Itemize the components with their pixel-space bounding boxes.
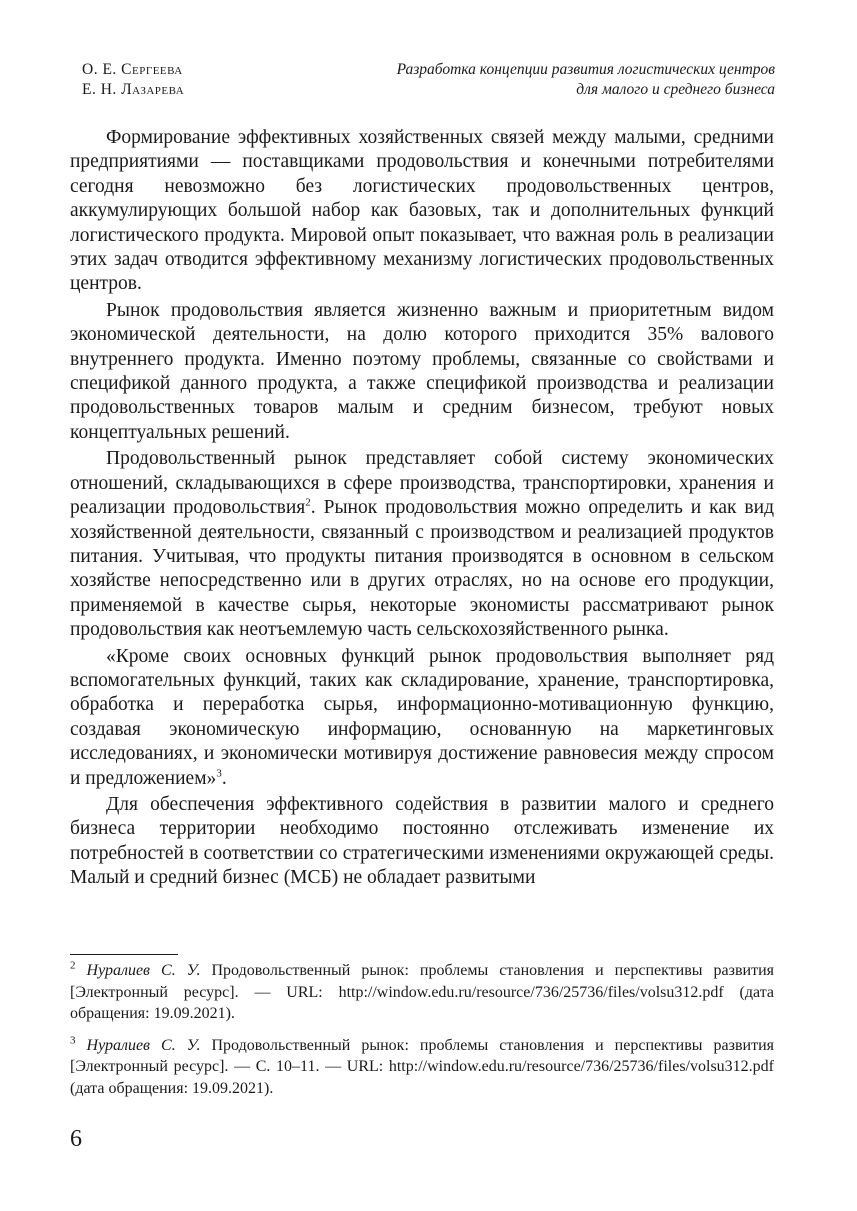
author-name: О. Е. Сергеева xyxy=(82,61,183,78)
footnote-text: Продовольственный рынок: проблемы становления и перспективы развития [Электронный ресурс]. — С. 10–11. — URL: http://window.edu.ru/resource/736/25736/files/volsu312.pdf (дата обращения: 19.09.2021). xyxy=(70,1036,775,1097)
title-line: Разработка концепции развития логистических центров xyxy=(396,61,775,78)
paragraph-text: «Кроме своих основных функций рынок продовольствия выполняет ряд вспомогательных функций, таких как складирование, хранение, транспортировка, обработка и переработка сырья, информационно-мотивационную функцию, создавая экономическую информацию, основанную на маркетинговых исследованиях, и экономически мотивируя достижение равновесия между спросом и предложением» xyxy=(70,645,774,789)
footnotes xyxy=(70,960,774,1109)
footnote-text: Продовольственный рынок: проблемы становления и перспективы развития [Электронный ресурс]. — URL: http://window.edu.ru/resource/736/25736/files/volsu312.pdf (дата обращения: 19.09.2021). xyxy=(70,962,775,1022)
footnote-author: Нуралиев С. У. xyxy=(86,1036,201,1054)
footnote-author: Нуралиев С. У. xyxy=(86,962,201,979)
paragraph: Для обеспечения эффективного содействия в развитии малого и среднего бизнеса территории необходимо постоянно отслеживать изменение их потребностей в соответствии со стратегическими изменениями окружающей среды. Малый и средний бизнес (МСБ) не обладает развитыми xyxy=(70,793,774,889)
author-name: Е. Н. Лазарева xyxy=(82,81,185,98)
running-header-title xyxy=(295,60,775,100)
main-text xyxy=(70,126,774,893)
paragraph xyxy=(70,447,774,642)
paragraph-text: . xyxy=(221,767,227,789)
running-header-authors xyxy=(82,60,184,100)
footnote xyxy=(70,960,774,1025)
paragraph xyxy=(70,645,774,791)
footnote xyxy=(70,1035,774,1100)
footnote-number: 3 xyxy=(70,1034,76,1047)
footnote-ref[interactable]: 3 xyxy=(216,767,222,780)
paragraph: Формирование эффективных хозяйственных связей между малыми, средними предприятиями — поставщиками продовольствия и конечными потребителями сегодня невозможно без логистических продовольственных центров, аккумулирующих большой набор как базовых, так и дополнительных функций логистического продукта. Мировой опыт показывает, что важная роль в реализации этих задач отводится эффективному механизму логистических продовольственных центров. xyxy=(70,127,774,295)
footnote-number: 2 xyxy=(70,959,76,972)
page-number: 6 xyxy=(70,1126,82,1152)
paragraph: Рынок продовольствия является жизненно важным и приоритетным видом экономической деятельности, на долю которого приходится 35% валового внутреннего продукта. Именно поэтому проблемы, связанные со свойствами и спецификой данного продукта, а также спецификой производства и реализации продовольственных товаров малым и средним бизнесом, требуют новых концептуальных решений. xyxy=(70,299,774,443)
paragraph-text: Продовольственный рынок представляет собой систему экономических отношений, складывающихся в сфере производства, транспортировки, хранения и реализации продовольствия xyxy=(70,448,774,519)
footnote-divider xyxy=(70,954,178,955)
title-line: для малого и среднего бизнеса xyxy=(576,81,775,98)
paragraph-text: . Рынок продовольствия можно определить и как вид хозяйственной деятельности, связанный с производством и реализацией продуктов питания. Учитывая, что продукты питания производятся в основном в сельском хозяйстве непосредственно или в других отраслях, но на основе его продукции, применяемой в качестве сырья, некоторые экономисты рассматривают рынок продовольствия как неотъемлемую часть сельскохозяйственного рынка. xyxy=(70,497,774,641)
footnote-ref[interactable]: 2 xyxy=(305,496,311,509)
